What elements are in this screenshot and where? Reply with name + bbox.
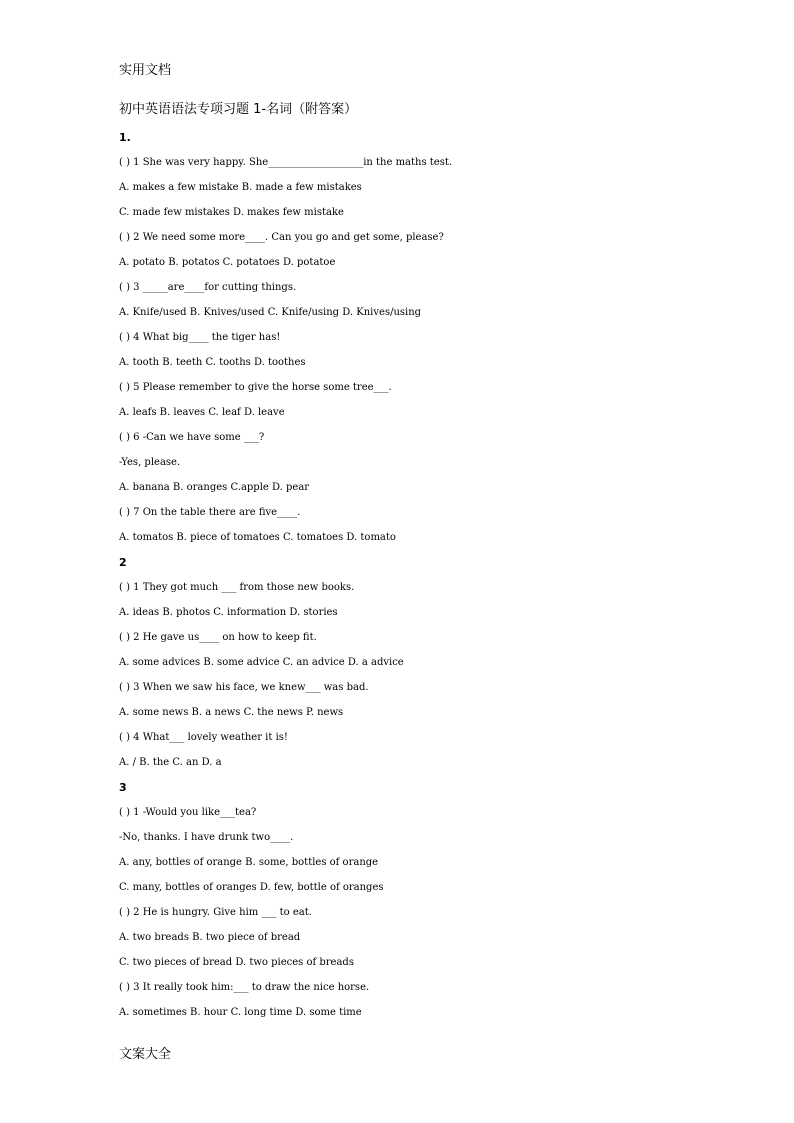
- exercise-line: ( ) 3 It really took him:___ to draw the nice horse.: [119, 982, 370, 993]
- exercise-line: ( ) 3 When we saw his face, we knew___ was bad.: [119, 682, 369, 693]
- section-number: 1.: [119, 131, 131, 144]
- exercise-line: ( ) 2 He gave us____ on how to keep fit.: [119, 632, 317, 643]
- exercise-line: A. ideas B. photos C. information D. stories: [119, 607, 338, 618]
- exercise-line: C. two pieces of bread D. two pieces of breads: [119, 957, 354, 968]
- exercise-line: ( ) 1 She was very happy. She___________________in the maths test.: [119, 157, 453, 168]
- exercise-line: A. / B. the C. an D. a: [119, 757, 222, 768]
- exercise-content: [119, 125, 759, 1025]
- page-footer: 文案大全: [119, 1047, 172, 1062]
- document-title: 初中英语语法专项习题 1-名词（附答案）: [119, 102, 358, 117]
- exercise-line: A. tomatos B. piece of tomatoes C. tomatoes D. tomato: [119, 532, 396, 543]
- exercise-line: A. leafs B. leaves C. leaf D. leave: [119, 407, 285, 418]
- exercise-line: ( ) 4 What___ lovely weather it is!: [119, 732, 288, 743]
- exercise-line: ( ) 2 He is hungry. Give him ___ to eat.: [119, 907, 312, 918]
- section-number: 2: [119, 556, 127, 569]
- exercise-line: A. any, bottles of orange B. some, bottles of orange: [119, 857, 379, 868]
- exercise-line: ( ) 2 We need some more____. Can you go and get some, please?: [119, 232, 444, 243]
- page-header: 实用文档: [119, 63, 172, 78]
- exercise-line: ( ) 3 _____are____for cutting things.: [119, 282, 297, 293]
- exercise-line: C. many, bottles of oranges D. few, bottle of oranges: [119, 882, 384, 893]
- exercise-line: A. sometimes B. hour C. long time D. some time: [119, 1007, 362, 1018]
- exercise-line: A. some news B. a news C. the news P. news: [119, 707, 344, 718]
- exercise-line: A. some advices B. some advice C. an advice D. a advice: [119, 657, 404, 668]
- exercise-line: ( ) 1 They got much ___ from those new books.: [119, 582, 355, 593]
- exercise-line: A. banana B. oranges C.apple D. pear: [119, 482, 310, 493]
- exercise-line: ( ) 4 What big____ the tiger has!: [119, 332, 281, 343]
- exercise-line: A. Knife/used B. Knives/used C. Knife/using D. Knives/using: [119, 307, 422, 318]
- section-number: 3: [119, 781, 127, 794]
- exercise-line: ( ) 1 -Would you like___tea?: [119, 807, 257, 818]
- exercise-line: -Yes, please.: [119, 457, 181, 468]
- exercise-line: C. made few mistakes D. makes few mistake: [119, 207, 344, 218]
- exercise-line: -No, thanks. I have drunk two____.: [119, 832, 294, 843]
- exercise-line: A. two breads B. two piece of bread: [119, 932, 301, 943]
- exercise-line: A. makes a few mistake B. made a few mistakes: [119, 182, 362, 193]
- exercise-line: ( ) 7 On the table there are five____.: [119, 507, 301, 518]
- exercise-line: ( ) 5 Please remember to give the horse some tree___.: [119, 382, 392, 393]
- exercise-line: A. potato B. potatos C. potatoes D. potatoe: [119, 257, 336, 268]
- exercise-line: ( ) 6 -Can we have some ___?: [119, 432, 265, 443]
- exercise-line: A. tooth B. teeth C. tooths D. toothes: [119, 357, 306, 368]
